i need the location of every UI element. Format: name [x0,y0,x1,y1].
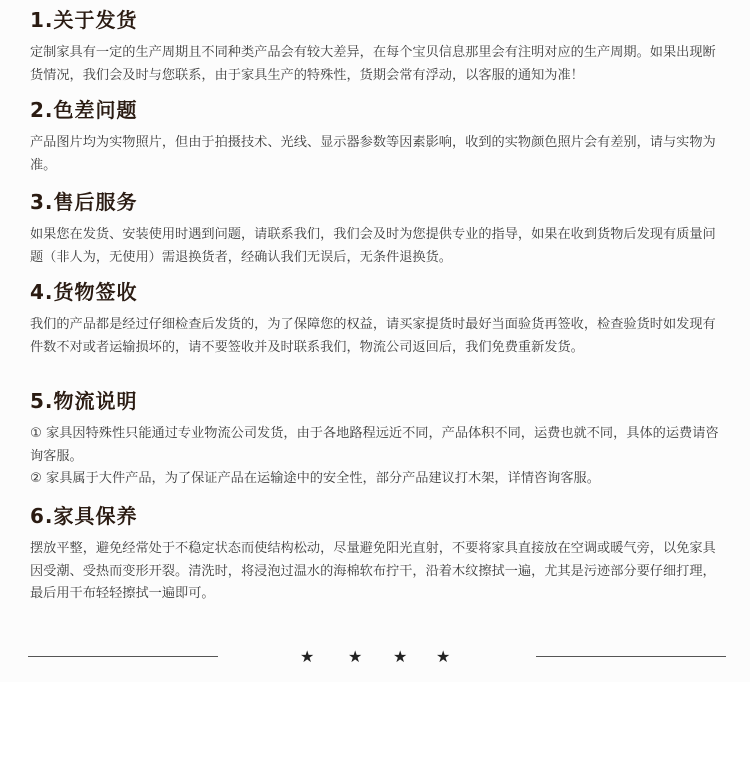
section-color-difference [30,98,725,177]
section-title: 6.家具保养 [30,504,138,528]
star-icon: ★ [348,647,363,666]
section-paragraph: ② 家具属于大件产品，为了保证产品在运输途中的安全性，部分产品建议打木架，详情咨询客服。 [30,471,600,486]
section-body [30,42,725,87]
section-body [30,314,725,359]
star-icon: ★ [393,647,408,666]
section-shipping [30,8,725,87]
section-title: 2.色差问题 [30,98,138,122]
section-paragraph: 我们的产品都是经过仔细检查后发货的，为了保障您的权益，请买家提货时最好当面验货再签收，检查验货时如发现有件数不对或者运输损坏的，请不要签收并及时联系我们，物流公司返回后，我们免费重新发货。 [30,317,716,355]
section-body [30,132,725,177]
footer-divider [0,645,750,669]
section-title: 3.售后服务 [30,190,138,214]
section-body [30,538,725,606]
section-goods-receipt [30,280,725,359]
section-paragraph: ① 家具因特殊性只能通过专业物流公司发货，由于各地路程远近不同，产品体积不同，运费也就不同，具体的运费请咨询客服。 [30,426,719,464]
section-paragraph: 摆放平整，避免经常处于不稳定状态而使结构松动，尽量避免阳光直射，不要将家具直接放在空调或暖气旁，以免家具因受潮、受热而变形开裂。清洗时，将浸泡过温水的海棉软布拧干，沿着木纹擦拭一遍，尤其是污迹部分要仔细打理，最后用干布轻轻擦拭一遍即可。 [30,541,716,601]
section-title: 5.物流说明 [30,389,138,413]
star-icon: ★ [436,647,451,666]
section-paragraph: 产品图片均为实物照片，但由于拍摄技术、光线、显示器参数等因素影响，收到的实物颜色照片会有差别，请与实物为准。 [30,135,716,173]
section-body [30,423,725,491]
section-body [30,224,725,269]
star-icon: ★ [300,647,315,666]
section-logistics [30,389,725,491]
section-title: 1.关于发货 [30,8,138,32]
divider-line-left [28,656,218,657]
star-ornament [296,645,456,669]
divider-line-right [536,656,726,657]
section-paragraph: 定制家具有一定的生产周期且不同种类产品会有较大差异，在每个宝贝信息那里会有注明对应的生产周期。如果出现断货情况，我们会及时与您联系，由于家具生产的特殊性，货期会常有浮动，以客服的通知为准！ [30,45,716,83]
section-furniture-care [30,504,725,606]
section-title: 4.货物签收 [30,280,138,304]
section-after-sales [30,190,725,269]
section-paragraph: 如果您在发货、安装使用时遇到问题，请联系我们，我们会及时为您提供专业的指导，如果在收到货物后发现有质量问题（非人为，无使用）需退换货者，经确认我们无误后，无条件退换货。 [30,227,716,265]
